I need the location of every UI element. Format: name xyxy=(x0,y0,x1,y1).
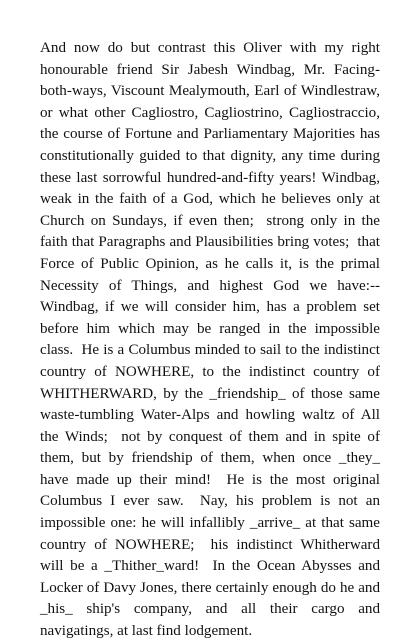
body-paragraph: And now do but contrast this Oliver with my right honourable friend Sir Jabesh Windbag, Mr. Facing-both-ways, Viscount Mealymouth, Earl of Windlestraw, or what other Cagliostro, Cagliostrino, Cagliostraccio, the course of Fortune and Parliamentary Majorities has constitutionally guided to that dignity, any time during these last sorrowful hundred-and-fifty years! Windbag, weak in the faith of a God, which he believes only at Church on Sundays, if even then; strong only in the faith that Paragraphs and Plausibilities bring votes; that Force of Public Opinion, as he calls it, is the primal Necessity of Things, and highest God we have:--Windbag, if we will consider him, has a problem set before him which may be ranged in the impossible class. He is a Columbus minded to sail to the indistinct country of NOWHERE, to the indistinct country of WHITHERWARD, by the _friendship_ of those same waste-tumbling Water-Alps and howling waltz of All the Winds; not by conquest of them and in spite of them, but by friendship of them, when once _they_ have made up their mind! He is the most original Columbus I ever saw. Nay, his problem is not an impossible one: he will infallibly _arrive_ at that same country of NOWHERE; his indistinct Whitherward will be a _Thither_ward! In the Ocean Abysses and Locker of Davy Jones, there certainly enough do he and _his_ ship's company, and all their cargo and navigatings, at last find lodgement. xyxy=(40,40,384,640)
